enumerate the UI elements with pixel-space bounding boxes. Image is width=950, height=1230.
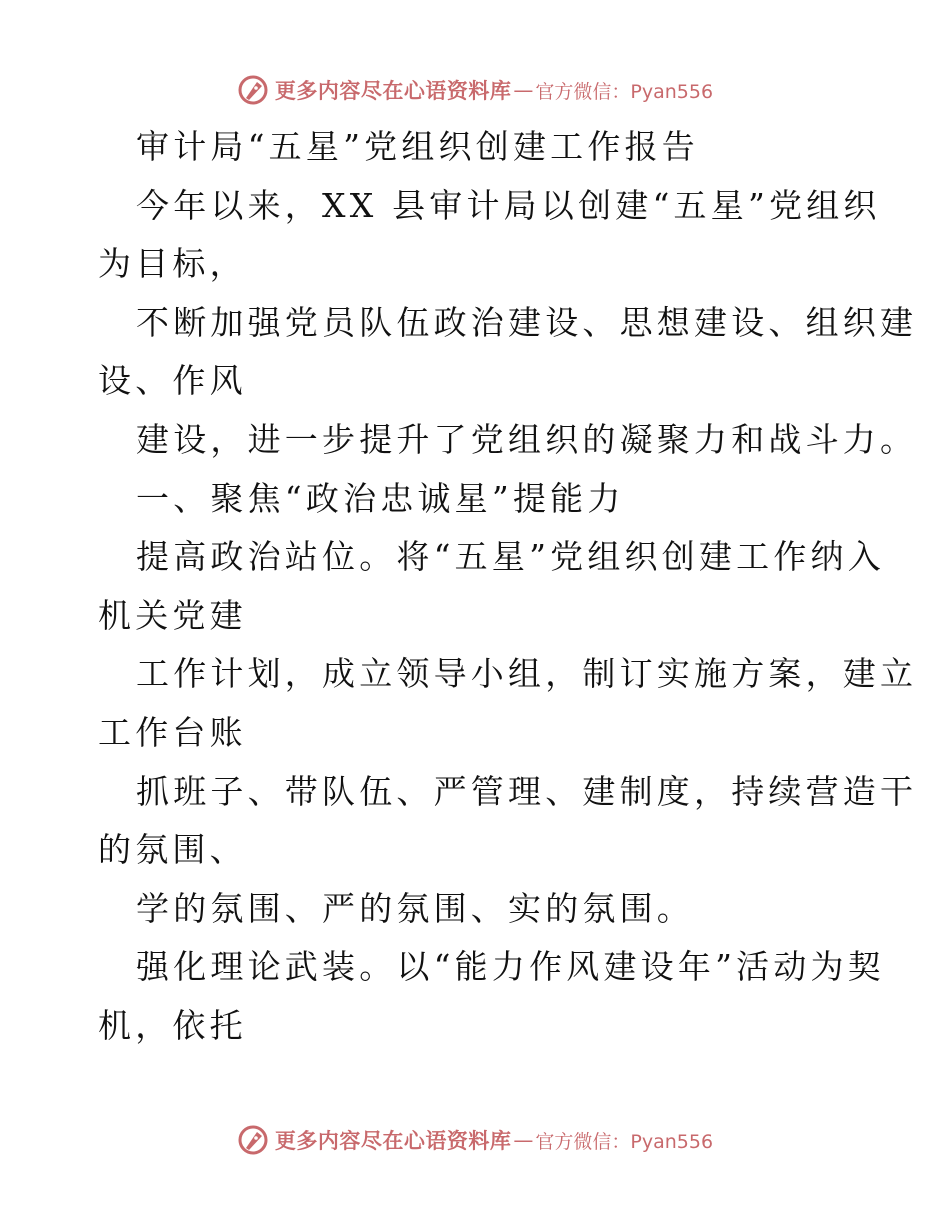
document-line: 强化理论武装。以“能力作风建设年”活动为契 (136, 947, 885, 987)
document-line: 一、聚焦“政治忠诚星”提能力 (136, 478, 625, 518)
banner-contact-text: 官方微信：Pyan556 (535, 1130, 714, 1153)
document-line: 提高政治站位。将“五星”党组织创建工作纳入 (136, 537, 885, 577)
document-line: 为目标， (98, 244, 247, 284)
banner-brand-text: 更多内容尽在心语资料库 (274, 1128, 512, 1153)
banner-brand-text: 更多内容尽在心语资料库 (274, 78, 512, 103)
document-line: 抓班子、带队伍、严管理、建制度，持续营造干 (136, 771, 918, 811)
document-line: 机，依托 (98, 1005, 247, 1045)
document-line: 工作台账 (98, 712, 247, 752)
document-line: 建设，进一步提升了党组织的凝聚力和战斗力。 (136, 419, 918, 459)
document-body (98, 118, 918, 1056)
document-line: 机关党建 (98, 595, 247, 635)
banner-separator: — (513, 78, 534, 102)
document-line: 工作计划，成立领导小组，制订实施方案，建立 (136, 654, 918, 694)
pen-nib-circle-icon (237, 1124, 269, 1156)
document-line: 今年以来，XX 县审计局以创建“五星”党组织 (136, 185, 881, 225)
document-line: 的氛围、 (98, 830, 247, 870)
pen-nib-circle-icon (237, 74, 269, 106)
document-line: 审计局“五星”党组织创建工作报告 (136, 127, 699, 166)
banner-contact-text: 官方微信：Pyan556 (535, 80, 714, 103)
document-line: 不断加强党员队伍政治建设、思想建设、组织建 (136, 302, 918, 342)
document-line: 学的氛围、严的氛围、实的氛围。 (136, 888, 694, 928)
footer-watermark-banner (0, 1120, 950, 1160)
header-watermark-banner (0, 70, 950, 110)
document-line: 设、作风 (98, 361, 247, 401)
banner-separator: — (513, 1128, 534, 1152)
